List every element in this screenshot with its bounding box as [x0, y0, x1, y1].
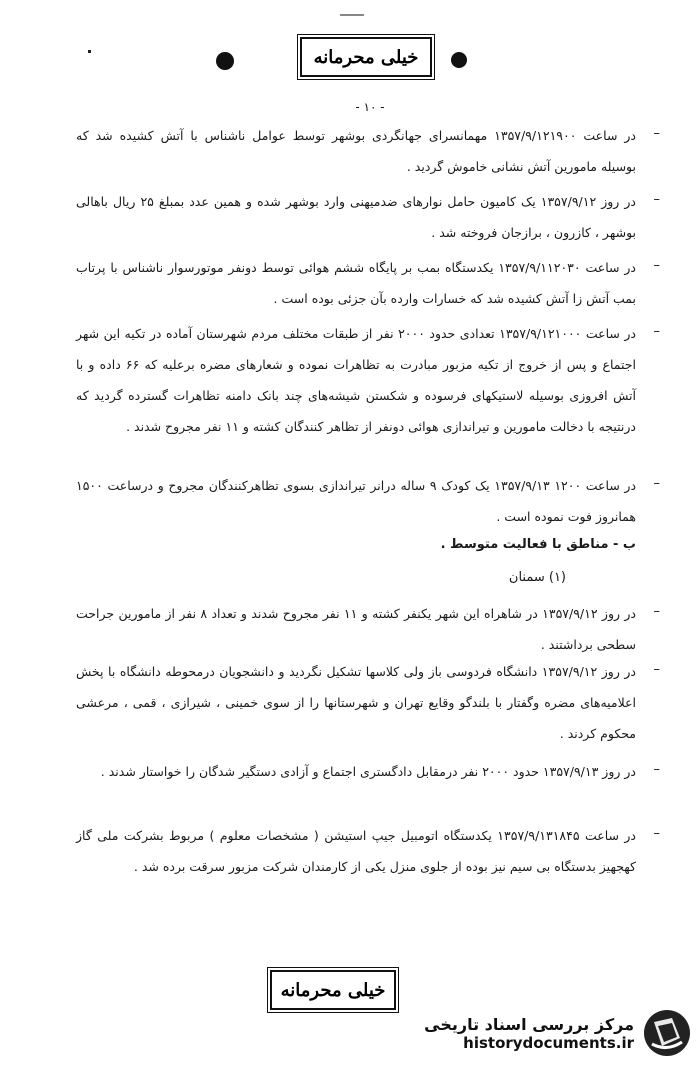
- bullet-dash: –: [653, 826, 660, 841]
- report-item: در روز ۱۳۵۷/۹/۱۳ حدود ۲۰۰۰ نفر درمقابل دادگستری اجتماع و آزادی دستگیر شدگان را خواستار شدند .: [100, 764, 636, 779]
- watermark: [402, 1005, 692, 1061]
- report-item: در ساعت ۱۳۵۷/۹/۱۳۱۸۴۵ یکدستگاه اتومبیل جیپ استیشن ( مشخصات معلوم ) مربوط بشرکت ملی گاز کهجهیز بدستگاه بی سیم نیز بوده از جلوی منزل یکی از کارمندان شرکت مزبور سرقت برده شد .: [76, 828, 636, 874]
- watermark-text: [424, 1015, 634, 1052]
- hole-punch-right: [451, 52, 467, 68]
- bullet-dash: –: [653, 324, 660, 339]
- watermark-url: historydocuments.ir: [463, 1033, 634, 1052]
- bullet-dash: –: [653, 604, 660, 619]
- bullet-dash: –: [653, 762, 660, 777]
- report-item: در روز ۱۳۵۷/۹/۱۲ در شاهراه این شهر یکنفر کشته و ۱۱ نفر مجروح شدند و تعداد ۸ نفر از مامورین جراحت سطحی برداشتند .: [76, 606, 636, 652]
- hole-punch-left: [216, 52, 234, 70]
- bullet-dash: –: [653, 476, 660, 491]
- section-heading: ب - مناطق با فعالیت متوسط .: [440, 537, 636, 552]
- bullet-dash: –: [653, 258, 660, 273]
- page-mark: [340, 14, 364, 16]
- report-item: در روز ۱۳۵۷/۹/۱۲ یک کامیون حامل نوارهای ضدمیهنی وارد بوشهر شده و همین عدد بمبلغ ۲۵ ریال باهالی بوشهر ، کازرون ، برازجان فروخته شد .: [76, 194, 636, 240]
- ink-speck: [88, 50, 91, 53]
- archive-logo-icon: [642, 1008, 692, 1058]
- report-item: در ساعت ۱۳۵۷/۹/۱۲۱۹۰۰ مهمانسرای جهانگردی بوشهر توسط عوامل ناشناس با آتش کشیده شد که بوسیله مامورین آتش نشانی خاموش گردید .: [76, 128, 636, 174]
- report-item: در روز ۱۳۵۷/۹/۱۲ دانشگاه فردوسی باز ولی کلاسها تشکیل نگردید و دانشجویان درمحوطه دانشگاه با پخش اعلامیه‌های مضره وگفتار با بلندگو وقایع تهران و شهرستانها را از سوی خمینی ، شیرازی ، قمی ، مرعشی محکوم کردند .: [76, 664, 636, 741]
- classification-stamp-bottom: خیلی محرمانه: [270, 970, 396, 1010]
- report-item: در ساعت ۱۲۰۰ ۱۳۵۷/۹/۱۳ یک کودک ۹ ساله درانر تیراندازی بسوی تظاهرکنندگان مجروح و درساعت ۱۵۰۰ همانروز فوت نموده است .: [76, 478, 637, 524]
- section-subheading: (۱) سمنان: [508, 570, 566, 585]
- report-item: در ساعت ۱۳۵۷/۹/۱۱۲۰۳۰ یکدستگاه بمب بر پایگاه ششم هوائی توسط دونفر موتورسوار ناشناس با پرتاب بمب آتش زا آتش کشیده شد که خسارات وارده بآن جزئی بوده است .: [76, 260, 636, 306]
- bullet-dash: –: [653, 662, 660, 677]
- watermark-title: مرکز بررسی اسناد تاریخی: [424, 1014, 634, 1034]
- bullet-dash: –: [653, 126, 660, 141]
- bullet-dash: –: [653, 192, 660, 207]
- classification-stamp-top: خیلی محرمانه: [300, 37, 432, 77]
- report-item: در ساعت ۱۳۵۷/۹/۱۲۱۰۰۰ تعدادی حدود ۲۰۰۰ نفر از طبقات مختلف مردم شهرستان آماده در تکیه این شهر اجتماع و پس از خروج از تکیه مزبور مبادرت به تظاهرات نموده و شعارهای مضره برعلیه که ۶۶ داده و با آتش افروزی بوسیله لاستیکهای فرسوده و شکستن شیشه‌های چند بانک دامنه تظاهرات گسترده گردید که درنتیجه با دخالت مامورین و تیراندازی هوائی دونفر از تظاهر کنندگان کشته و ۱۱ نفر مجروح شدند .: [76, 326, 636, 434]
- page-number: - ۱۰ -: [355, 100, 385, 114]
